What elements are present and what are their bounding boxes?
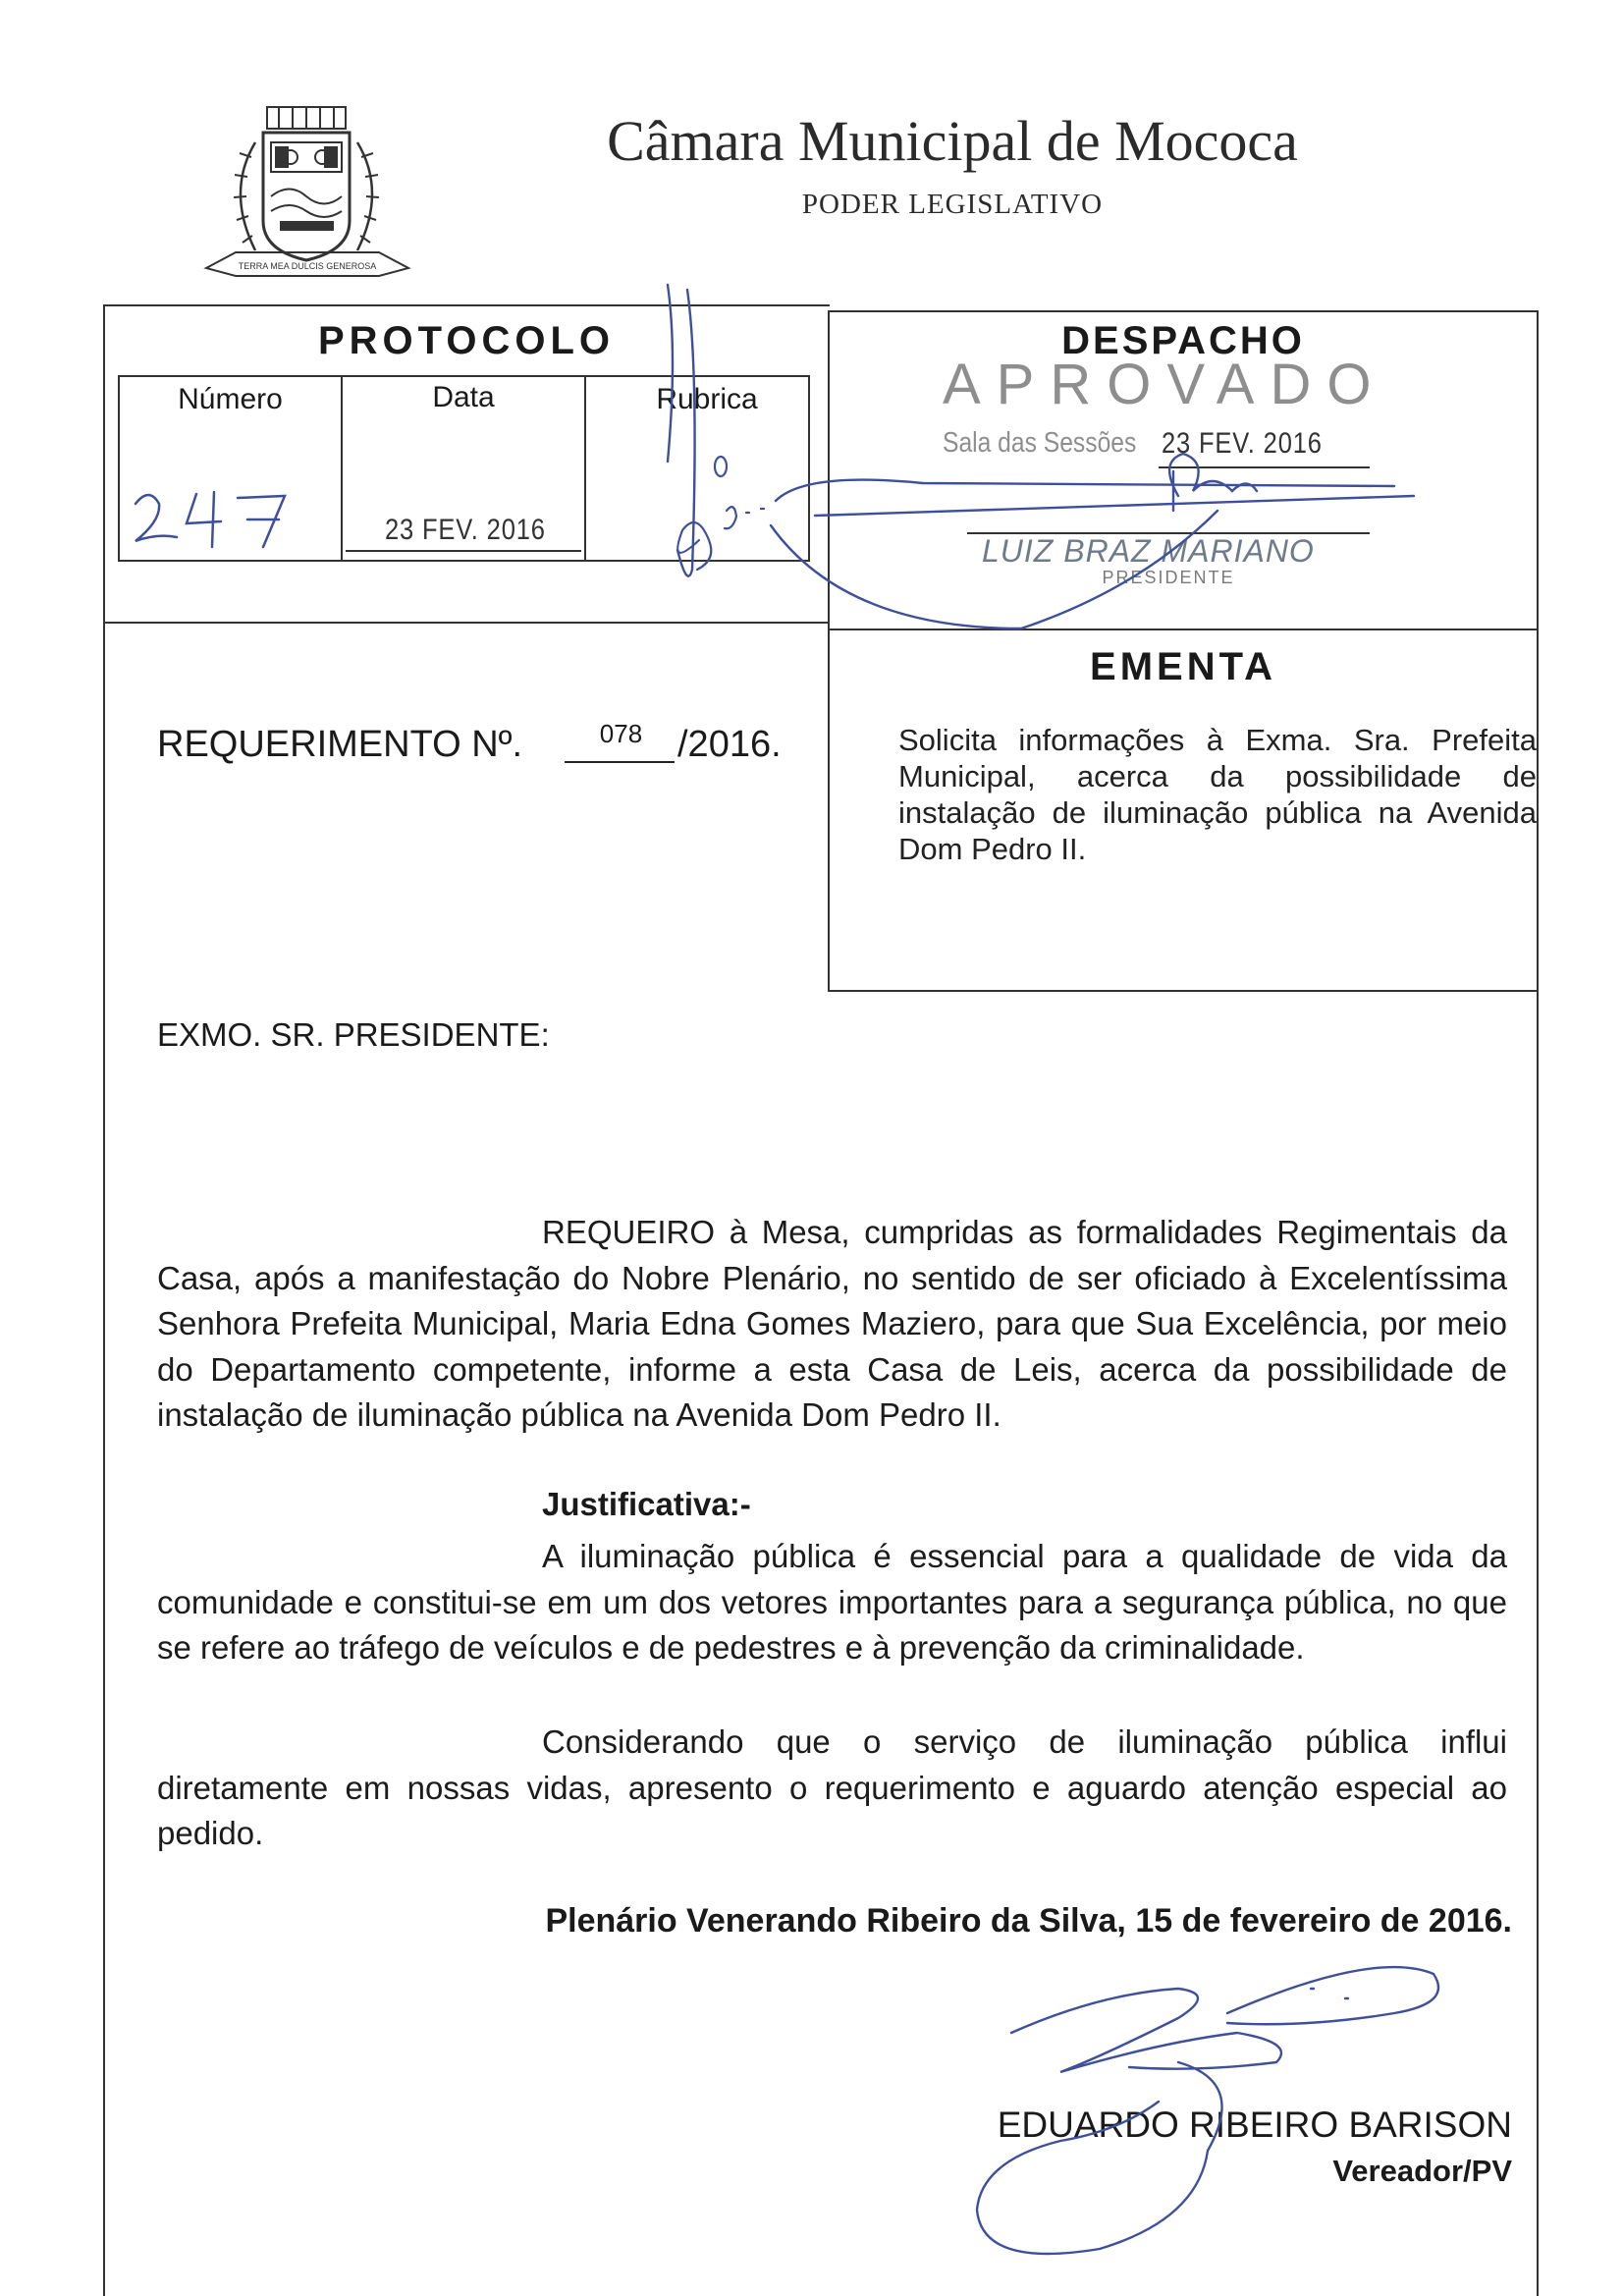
protocolo-data-stamp: 23 FEV. 2016	[385, 514, 546, 546]
signer-name: EDUARDO RIBEIRO BARISON	[997, 2105, 1512, 2145]
protocolo-numero-handwritten	[128, 476, 299, 550]
chamber-name: Câmara Municipal de Mococa	[607, 109, 1298, 173]
frame-divider-horizontal-right	[830, 629, 1539, 630]
signer-role: Vereador/PV	[1332, 2154, 1512, 2188]
ementa-text: Solicita informações à Exma. Sra. Prefeita Municipal, acerca da possibilidade de instalação de iluminação pública na Avenida Dom Pedro II.	[898, 723, 1537, 866]
frame-top-line	[103, 304, 830, 306]
frame-ementa-bottom	[830, 990, 1539, 992]
chamber-subtitle: PODER LEGISLATIVO	[801, 189, 1104, 220]
salutation: EXMO. SR. PRESIDENTE:	[157, 1016, 550, 1053]
requerimento-number: 078	[599, 719, 643, 748]
requerimento-number-underline	[565, 761, 675, 763]
svg-text:TERRA MEA DULCIS GENEROSA: TERRA MEA DULCIS GENEROSA	[238, 261, 377, 271]
president-rubric-stroke	[1169, 454, 1257, 511]
protocolo-col-numero: Número	[178, 383, 283, 415]
ementa-title: EMENTA	[1090, 645, 1276, 688]
despacho-date-stamp: 23 FEV. 2016	[1162, 427, 1323, 460]
requerimento-label: REQUERIMENTO Nº.	[157, 724, 523, 765]
president-name: LUIZ BRAZ MARIANO	[982, 533, 1315, 569]
despacho-title: DESPACHO	[1061, 319, 1305, 362]
frame-left-line	[103, 304, 105, 2296]
protocolo-rubrica-signature	[638, 422, 805, 579]
justificativa-paragraph-2: Considerando que o serviço de iluminação pública influi diretamente em nossas vidas, apresento o requerimento e aguardo atenção especial ao pedido.	[157, 1723, 1507, 1851]
protocolo-data-underline	[346, 550, 581, 552]
president-role: PRESIDENTE	[1102, 568, 1235, 587]
protocolo-col-rubrica: Rubrica	[656, 383, 758, 415]
protocolo-title: PROTOCOLO	[317, 319, 616, 362]
municipal-coat-of-arms-icon	[196, 103, 417, 280]
frame-divider-horizontal-left	[103, 622, 830, 624]
requeiro-lead: REQUEIRO	[542, 1214, 716, 1250]
closing-place-date: Plenário Venerando Ribeiro da Silva, 15 de fevereiro de 2016.	[545, 1902, 1512, 1940]
protocolo-col-data: Data	[432, 381, 495, 413]
despacho-date-underline	[1159, 466, 1370, 468]
justificativa-paragraph-1: A iluminação pública é essencial para a qualidade de vida da comunidade e constitui-se em um dos vetores importantes para a segurança pública, no que se refere ao tráfego de veículos e de pedestres e à prevenção da criminalidade.	[157, 1538, 1507, 1666]
requeiro-paragraph	[157, 1210, 1507, 1439]
sala-das-sessoes-label: Sala das Sessões	[943, 427, 1137, 459]
requerimento-year: /2016.	[677, 724, 782, 765]
frame-top-line-right	[830, 310, 1539, 312]
requeiro-text: à Mesa, cumpridas as formalidades Regimentais da Casa, após a manifestação do Nobre Plenário, no sentido de ser oficiado à Excelentíssima Senhora Prefeita Municipal, Maria Edna Gomes Maziero, para que Sua Excelência, por meio do Departamento competente, informe a esta Casa de Leis, acerca da possibilidade de instalação de iluminação pública na Avenida Dom Pedro II.	[157, 1214, 1507, 1433]
svg-text:247: 247	[128, 476, 130, 477]
aprovado-stamp: APROVADO	[943, 353, 1387, 416]
justificativa-label: Justificativa:-	[542, 1486, 751, 1522]
frame-right-line	[1537, 310, 1539, 2296]
